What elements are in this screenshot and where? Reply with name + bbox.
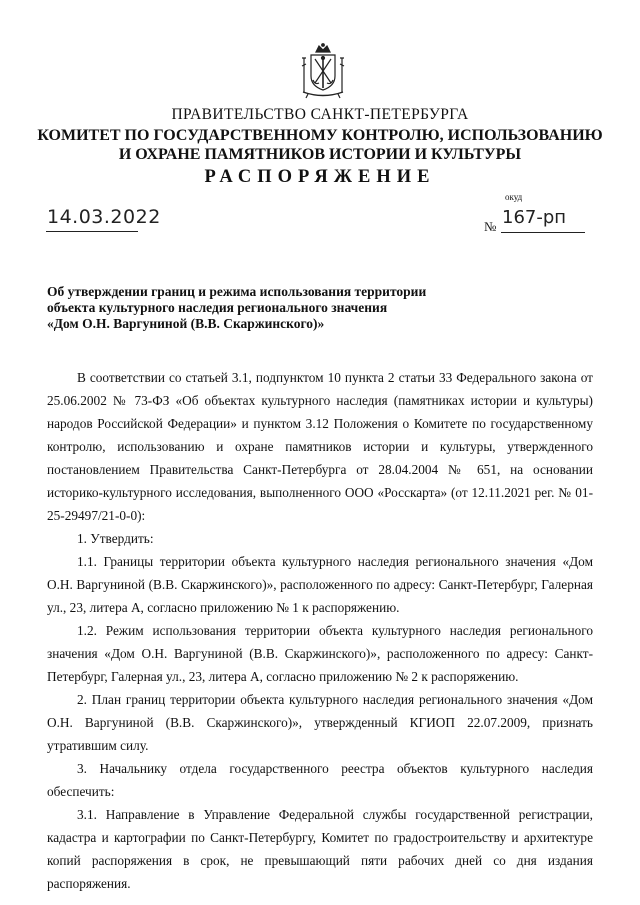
- order-subject: [47, 284, 447, 332]
- date-underline: [46, 231, 138, 232]
- clause-3-1: 3.1. Направление в Управление Федеральной службы государственной регистрации, кадастра и картографии по Санкт-Петербургу, Комитет по градостроительству и архитектуре копий распоряжения в срок, не превышающий пяти рабочих дней со дня издания распоряжения.: [47, 807, 593, 891]
- subject-line: «Дом О.Н. Варгуниной (В.В. Скаржинского)»: [47, 316, 325, 331]
- clause-1-1: 1.1. Границы территории объекта культурного наследия регионального значения «Дом О.Н. Варгуниной (В.В. Скаржинского)», расположенного по адресу: Санкт-Петербург, Галерная ул., 23, литера А, согласно приложению № 1 к распоряжению.: [47, 554, 593, 615]
- number-sign: №: [484, 219, 497, 234]
- document-type-title: РАСПОРЯЖЕНИЕ: [204, 167, 436, 187]
- clause-1-2: 1.2. Режим использования территории объекта культурного наследия регионального значения «Дом О.Н. Варгуниной (В.В. Скаржинского)», расположенного по адресу: Санкт-Петербург, Галерная ул., 23, литера А, согласно приложению № 2 к распоряжению.: [47, 623, 593, 684]
- committee-name-line-2: И ОХРАНЕ ПАМЯТНИКОВ ИСТОРИИ И КУЛЬТУРЫ: [118, 146, 522, 163]
- subject-line: объекта культурного наследия регионального значения: [47, 300, 388, 315]
- clause-1: 1. Утвердить:: [77, 531, 154, 546]
- clause-3: 3. Начальнику отдела государственного реестра объектов культурного наследия обеспечить:: [47, 761, 593, 799]
- committee-name-line-1: КОМИТЕТ ПО ГОСУДАРСТВЕННОМУ КОНТРОЛЮ, ИСПОЛЬЗОВАНИЮ: [37, 127, 603, 144]
- okud-label: окуд: [505, 192, 523, 202]
- clause-2: 2. План границ территории объекта культурного наследия регионального значения «Дом О.Н. Варгуниной (В.В. Скаржинского)», утвержденный КГИОП 22.07.2009, признать утратившим силу.: [47, 692, 593, 753]
- order-body: [47, 366, 593, 895]
- handwritten-date: 14.03.2022: [47, 206, 161, 228]
- coat-of-arms-icon: [294, 42, 352, 100]
- number-underline: [501, 232, 585, 233]
- subject-line: Об утверждении границ и режима использования территории: [47, 284, 427, 299]
- handwritten-order-number: 167-рп: [502, 207, 567, 228]
- government-name: ПРАВИТЕЛЬСТВО САНКТ-ПЕТЕРБУРГА: [171, 106, 469, 123]
- preamble-paragraph: В соответствии со статьей 3.1, подпунктом 10 пункта 2 статьи 33 Федерального закона от 25.06.2002 № 73-ФЗ «Об объектах культурного наследия (памятниках истории и культуры) народов Российской Федерации» и пунктом 3.12 Положения о Комитете по государственному контролю, использованию и охране памятников истории и культуры, утвержденного постановлением Правительства Санкт-Петербурга от 28.04.2004 № 651, на основании историко-культурного исследования, выполненного ООО «Росскарта» (от 12.11.2021 рег. № 01-25-29497/21-0-0):: [47, 370, 593, 523]
